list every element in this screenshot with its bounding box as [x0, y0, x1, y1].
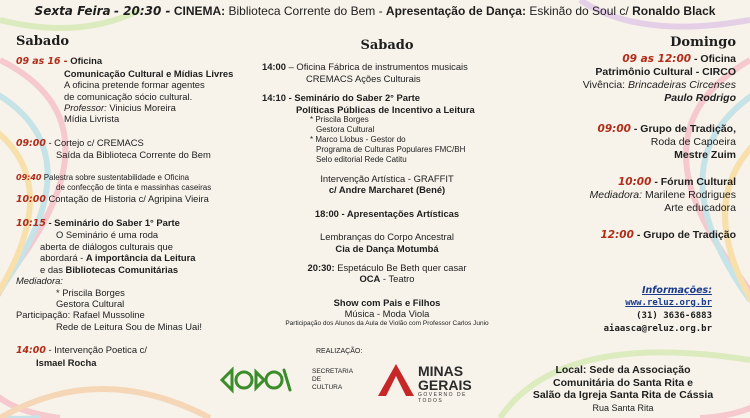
workshop-time: 09 as 16 -	[16, 56, 68, 68]
seminar2-p1-role: Gestora Cultural	[316, 125, 375, 135]
middle-column-heading: Sabado	[360, 38, 414, 53]
theatre-title: Espetáculo Be Beth quer casar	[337, 262, 467, 274]
circus-desc: Brincadeiras Circenses	[628, 79, 736, 91]
saturday-middle-column	[262, 40, 512, 328]
minas-line2: GERAIS	[418, 377, 472, 393]
banner-dance-label: Apresentação de Dança:	[385, 4, 526, 18]
circus-time: 09 as 12:00	[622, 53, 692, 65]
talk-desc-1: Palestra sobre sustentabilidade e Oficina	[43, 172, 190, 182]
seminar1-part-label: Participação:	[16, 309, 71, 321]
seminar2-subtitle: Políticas Públicas de Incentivo a Leitura	[296, 103, 475, 115]
workshop-subtitle: Comunicação Cultural e Mídias Livres	[64, 67, 234, 79]
theatre-time: 20:30:	[307, 262, 335, 274]
email-address[interactable]: aiaasca@reluz.org.br	[603, 324, 712, 334]
realizacao-label: REALIZAÇÃO:	[316, 348, 363, 355]
location-line3: Salão da Igreja Santa Rita de Cássia	[532, 389, 714, 401]
seminar1-desc-3a: abordará -	[40, 252, 84, 264]
show-title: Show com Pais e Filhos	[333, 296, 441, 308]
workshop-desc-1: A oficina pretende formar agentes	[64, 79, 205, 91]
seminar1-mediator-role: Gestora Cultural	[56, 297, 125, 309]
poetry-title: - Intervenção Poetica c/	[48, 344, 147, 356]
seminar1-mediator-name: * Priscila Borges	[56, 286, 125, 298]
parade-time: 09:00	[16, 137, 46, 149]
phone-number: (31) 3636-6883	[636, 311, 712, 321]
theatre-type: - Teatro	[382, 273, 415, 285]
theatre-group: OCA	[359, 273, 381, 285]
story-desc: Contação de Historia c/ Agripina Vieira	[48, 192, 209, 204]
minas-line1: MINAS	[418, 363, 464, 379]
parade-desc: Saída da Biblioteca Corrente do Bem	[56, 149, 211, 161]
forum-med-label: Mediadora:	[589, 189, 643, 201]
seminar1-desc-2: aberta de diálogos culturais que	[40, 240, 173, 252]
circus-teacher: Paulo Rodrigo	[664, 92, 736, 104]
secretaria-line2: CULTURA	[312, 384, 343, 391]
banner-dance-text: Eskinão do Soul c/	[529, 4, 629, 18]
forum-time: 10:00	[617, 176, 652, 188]
minas-triangle-icon	[376, 362, 416, 398]
capoeira-time: 09:00	[597, 123, 631, 135]
seminar1-mediator-label: Mediadora:	[16, 275, 63, 287]
workshop-desc-2: de comunicação sócio cultural.	[64, 90, 193, 102]
banner-cinema-label: CINEMA:	[173, 4, 226, 18]
right-column-heading: Domingo	[670, 35, 736, 50]
forum-med-name: Marilene Rodrigues	[644, 189, 736, 201]
workshop-title: Oficina	[70, 55, 103, 67]
banner-dance-artist: Ronaldo Black	[632, 4, 716, 18]
seminar1-desc-1: O Seminário é uma roda	[56, 229, 159, 241]
talk-desc-2: de confecção de tinta e massinhas caseiras	[56, 182, 212, 192]
tradition-time: 12:00	[600, 229, 634, 241]
tradition-title: - Grupo de Tradição	[636, 229, 736, 241]
seminar1-time: 10:15	[16, 218, 46, 230]
workshop-prof-name: Vinicius Moreira	[109, 102, 176, 114]
forum-med-role: Arte educadora	[664, 202, 736, 214]
circus-title: - Oficina	[693, 53, 736, 65]
seminar1-part-org: Rede de Leitura Sou de Minas Uai!	[56, 320, 202, 332]
seminar1-title: - Seminário do Saber 1° Parte	[48, 217, 180, 229]
show-subtitle: Música - Moda Viola	[344, 308, 430, 320]
seminar1-desc-4b: Bibliotecas Comunitárias	[65, 263, 179, 275]
dance-title: Lembranças do Corpo Ancestral	[320, 231, 454, 243]
seminar2-title: - Seminário do Saber 2° Parte	[288, 92, 420, 104]
parade-title: - Cortejo c/ CREMACS	[48, 136, 144, 148]
workshop-org: Mídia Livrista	[64, 113, 120, 125]
seminar2-p2-role: Programa de Culturas Populares FMC/BH	[316, 145, 466, 155]
location-line2: Comunitária do Santa Rita e	[552, 376, 694, 389]
seminar2-p2-org: Selo editorial Rede Catitu	[316, 155, 407, 165]
capoeira-desc: Roda de Capoeira	[650, 136, 736, 148]
mid-workshop-time: 14:00	[262, 61, 286, 73]
graffiti-title: Intervenção Artística - GRAFFIT	[320, 173, 454, 185]
secretaria-cultura-logo	[312, 368, 362, 392]
seminar2-time: 14:10	[262, 92, 286, 104]
circus-subtitle: Patrimônio Cultural - CIRCO	[595, 66, 736, 78]
seminar1-part-name: Rafael Mussoline	[72, 309, 145, 321]
banner-time: - 20:30 -	[113, 4, 171, 18]
forum-title: - Fórum Cultural	[654, 176, 736, 188]
seminar2-p2: * Marco Llobus - Gestor do	[310, 135, 406, 145]
contact-heading: Informações:	[641, 285, 712, 296]
ponto-de-cultura-logo	[218, 362, 292, 398]
capoeira-master: Mestre Zuim	[674, 149, 736, 161]
location-street: Rua Santa Rita	[592, 402, 654, 413]
mid-workshop-desc-1: – Oficina Fábrica de instrumentos musicais	[288, 61, 468, 73]
story-time: 10:00	[16, 193, 46, 205]
location-line1: Sede da Associação	[589, 364, 691, 376]
show-note: Participação dos Alunos da Aula de Violão com Professor Carlos Junio	[285, 319, 489, 327]
location-label: Local:	[555, 364, 587, 376]
website-link[interactable]: www.reluz.org.br	[625, 298, 712, 308]
seminar2-p1: * Priscila Borges	[310, 115, 369, 125]
banner-cinema-text: Biblioteca Corrente do Bem -	[228, 4, 383, 18]
mid-workshop-desc-2: CREMACS Ações Culturais	[306, 72, 421, 84]
performances-time: 18:00	[314, 207, 339, 219]
secretaria-line1: SECRETARIA DE	[312, 368, 353, 383]
graffiti-artist: c/ Andre Marcharet (Bené)	[328, 184, 446, 196]
poetry-artist: Ismael Rocha	[36, 356, 97, 368]
talk-time: 09:40	[16, 172, 42, 182]
saturday-left-column	[16, 36, 262, 368]
dance-company: Cia de Dança Motumbá	[335, 242, 439, 254]
event-banner-friday	[0, 0, 750, 22]
left-column-heading: Sabado	[16, 34, 70, 49]
workshop-prof-label: Professor:	[64, 102, 107, 114]
performances-title: - Apresentações Artísticas	[341, 207, 460, 219]
poetry-time: 14:00	[16, 345, 46, 357]
capoeira-title: - Grupo de Tradição,	[633, 123, 736, 135]
minas-gerais-logo	[376, 362, 486, 406]
contact-info	[600, 284, 712, 336]
minas-sub: GOVERNO DE TODOS	[418, 392, 467, 404]
seminar1-desc-4a: e das	[40, 263, 63, 275]
circus-label: Vivência:	[582, 79, 626, 91]
seminar1-desc-3b: A importância da Leitura	[85, 252, 196, 264]
sunday-column	[520, 36, 736, 242]
event-location	[498, 364, 748, 414]
banner-day: Sexta Feira	[34, 4, 111, 18]
